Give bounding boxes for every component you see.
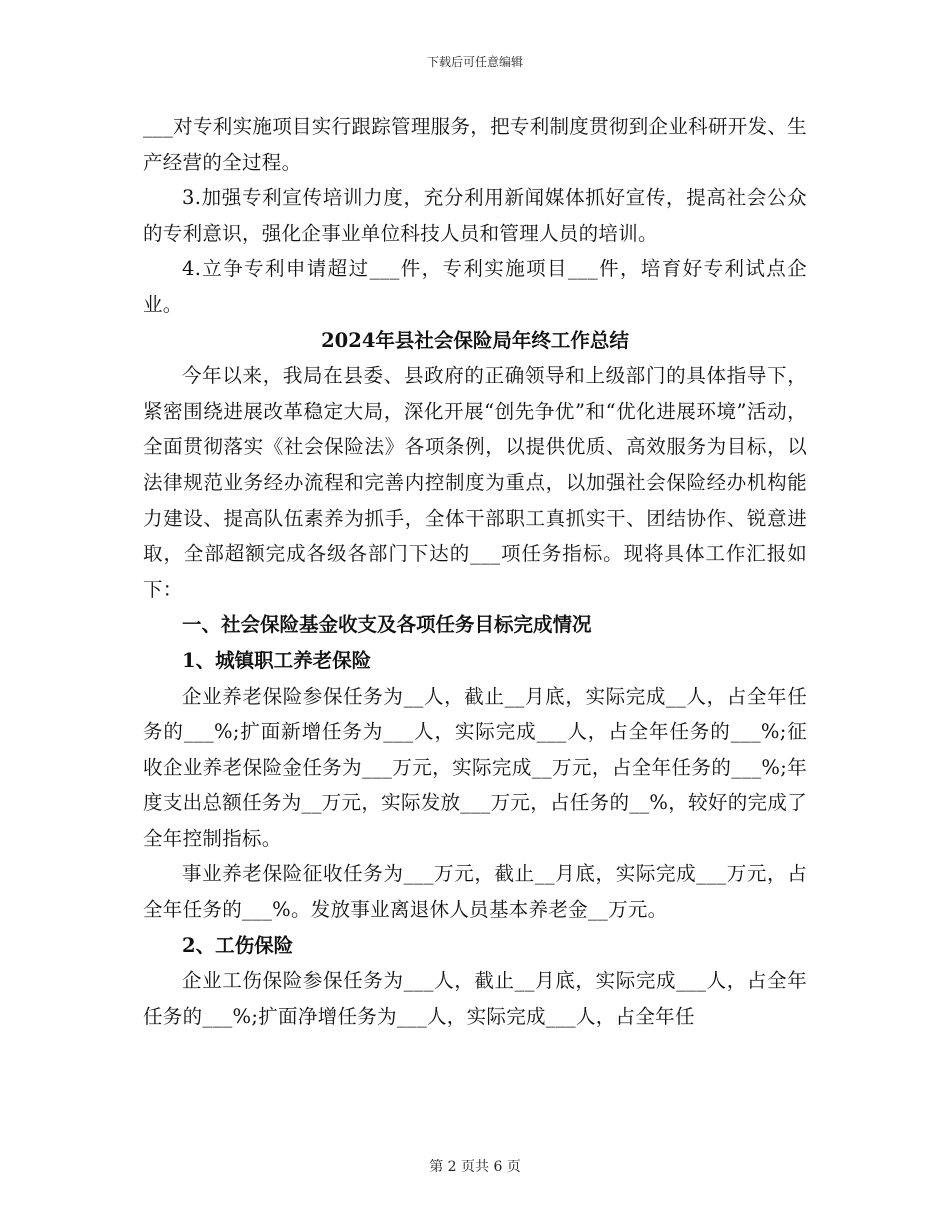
document-body [143, 109, 807, 1034]
page-header: 下载后可任意编辑 [426, 55, 523, 69]
subsection-heading-injury: 2、工伤保险 [182, 933, 294, 957]
injury-paragraph: 企业工伤保险参保任务为___人，截止__月底，实际完成___人，占全年任务的___%;扩面净增任务为___人，实际完成___人，占全年任 [143, 969, 807, 1028]
paragraph-item-4: 4.立争专利申请超过___件，专利实施项目___件，培育好专利试点企业。 [143, 257, 807, 316]
pension-paragraph-institution: 事业养老保险征收任务为___万元，截止__月底，实际完成___万元，占全年任务的___%。发放事业离退休人员基本养老金__万元。 [143, 862, 807, 922]
document-title: 2024年县社会保险局年终工作总结 [321, 328, 629, 352]
paragraph-continuation: ___对专利实施项目实行跟踪管理服务，把专利制度贯彻到企业科研开发、生产经营的全过程。 [143, 115, 807, 174]
page-footer: 第 2 页共 6 页 [429, 1159, 521, 1175]
intro-paragraph: 今年以来，我局在县委、县政府的正确领导和上级部门的具体指导下，紧密围绕进展改革稳定大局，深化开展“创先争优”和“优化进展环境”活动，全面贯彻落实《社会保险法》各项条例，以提供优质、高效服务为目标，以法律规范业务经办流程和完善内控制度为重点，以加强社会保险经办机构能力建设、提高队伍素养为抓手，全体干部职工真抓实干、团结协作、锐意进取，全部超额完成各级各部门下达的___项任务指标。现将具体工作汇报如下： [143, 364, 807, 601]
section-heading: 一、社会保险基金收支及各项任务目标完成情况 [182, 613, 592, 637]
subsection-heading-pension: 1、城镇职工养老保险 [182, 648, 372, 672]
paragraph-item-3: 3.加强专利宣传培训力度，充分利用新闻媒体抓好宣传，提高社会公众的专利意识，强化企事业单位科技人员和管理人员的培训。 [143, 186, 807, 245]
pension-paragraph-enterprise: 企业养老保险参保任务为__人，截止__月底，实际完成__人，占全年任务的___%;扩面新增任务为___人，实际完成___人，占全年任务的___%;征收企业养老保险金任务为___万元，实际完成__万元，占全年任务的___%;年度支出总额任务为__万元，实际发放___万元，占任务的__%，较好的完成了全年控制指标。 [143, 684, 807, 850]
